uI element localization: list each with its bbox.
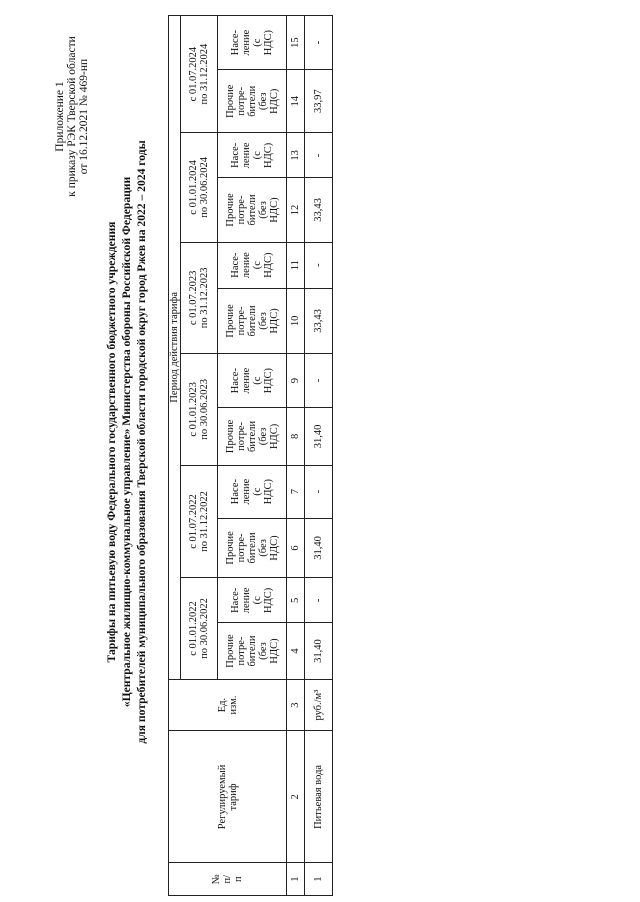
- appendix-note: [54, 9, 90, 224]
- period-header: с 01.01.2024 по 30.06.2024: [181, 133, 218, 242]
- title-line-3: для потребителей муниципального образования Тверской области городской округ город Ржев на 2022 – 2024 годы: [135, 140, 148, 744]
- title-line-1: Тарифы на питьевую воду Федерального государственного бюджетного учреждения: [105, 221, 118, 663]
- row-number: 1: [305, 863, 333, 896]
- period-header: с 01.07.2022 по 31.12.2022: [181, 465, 218, 578]
- header-other-consumers: Прочие потре- бители (без НДС): [218, 623, 287, 679]
- title-line-2: «Центральное жилищно-коммунальное управление» Министерства обороны Российской Федерации: [120, 176, 133, 708]
- column-number: 1: [287, 863, 305, 896]
- appendix-line-2: к приказу РЭК Тверской области: [66, 36, 78, 197]
- column-number: 7: [287, 465, 305, 518]
- column-number: 9: [287, 354, 305, 408]
- column-number: 13: [287, 133, 305, 178]
- period-header: с 01.01.2022 по 30.06.2022: [181, 578, 218, 679]
- header-number: № п/ п: [169, 863, 287, 896]
- header-unit: Ед. изм.: [169, 679, 287, 731]
- header-period: Период действия тарифа: [169, 16, 181, 680]
- header-other-consumers: Прочие потре- бители (без НДС): [218, 178, 287, 242]
- column-number: 8: [287, 408, 305, 465]
- appendix-line-1: Приложение 1: [54, 81, 66, 152]
- tariff-value: 33,43: [305, 288, 333, 353]
- document-title: [104, 12, 149, 872]
- header-other-consumers: Прочие потре- бители (без НДС): [218, 288, 287, 353]
- period-header: с 01.07.2024 по 31.12.2024: [181, 16, 218, 133]
- header-population: Насе- ление (с НДС): [218, 242, 287, 288]
- tariff-value: 31,40: [305, 623, 333, 679]
- tariff-value: 33,43: [305, 178, 333, 242]
- tariff-value: 31,40: [305, 518, 333, 578]
- header-other-consumers: Прочие потре- бители (без НДС): [218, 518, 287, 578]
- tariff-value: -: [305, 354, 333, 408]
- column-number: 2: [287, 731, 305, 863]
- table-row: [305, 16, 333, 896]
- appendix-line-3: от 16.12.2021 № 469-нп: [78, 58, 90, 175]
- column-number: 5: [287, 578, 305, 623]
- header-population: Насе- ление (с НДС): [218, 16, 287, 70]
- tariff-table: [168, 15, 333, 896]
- header-population: Насе- ление (с НДС): [218, 578, 287, 623]
- period-header: с 01.07.2023 по 31.12.2023: [181, 242, 218, 354]
- tariff-value: -: [305, 465, 333, 518]
- column-number-row: [287, 16, 305, 896]
- tariff-value: 31,40: [305, 408, 333, 465]
- column-number: 6: [287, 518, 305, 578]
- column-number: 12: [287, 178, 305, 242]
- header-tariff: Регулируемый тариф: [169, 731, 287, 863]
- column-number: 3: [287, 679, 305, 731]
- column-number: 15: [287, 16, 305, 70]
- column-number: 14: [287, 70, 305, 133]
- tariff-value: -: [305, 16, 333, 70]
- period-header: с 01.01.2023 по 30.06.2023: [181, 354, 218, 466]
- column-number: 10: [287, 288, 305, 353]
- tariff-value: -: [305, 578, 333, 623]
- header-population: Насе- ление (с НДС): [218, 133, 287, 178]
- header-other-consumers: Прочие потре- бители (без НДС): [218, 70, 287, 133]
- row-unit: руб./м³: [305, 679, 333, 731]
- header-population: Насе- ление (с НДС): [218, 465, 287, 518]
- tariff-value: 33,97: [305, 70, 333, 133]
- column-number: 4: [287, 623, 305, 679]
- tariff-value: -: [305, 133, 333, 178]
- header-population: Насе- ление (с НДС): [218, 354, 287, 408]
- tariff-value: -: [305, 242, 333, 288]
- row-tariff-name: Питьевая вода: [305, 731, 333, 863]
- header-other-consumers: Прочие потре- бители (без НДС): [218, 408, 287, 465]
- column-number: 11: [287, 242, 305, 288]
